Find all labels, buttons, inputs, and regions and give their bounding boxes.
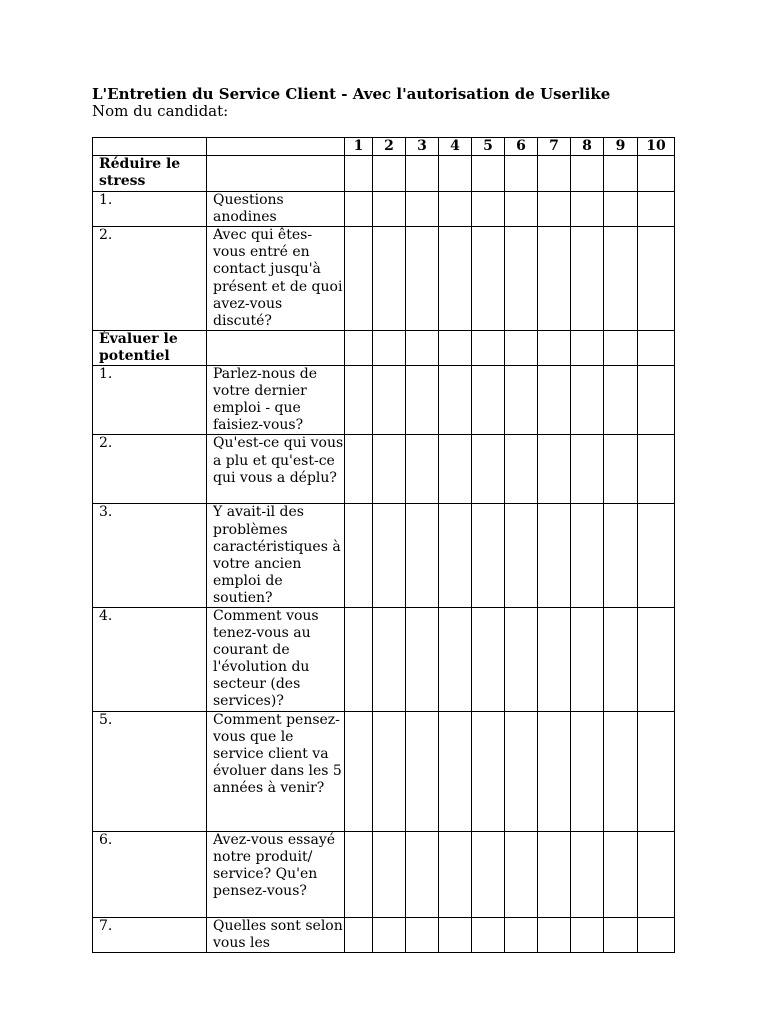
question-number: 1. xyxy=(93,366,207,435)
score-cell-9[interactable] xyxy=(604,227,638,331)
section-title: Évaluer le potentiel xyxy=(93,330,207,365)
score-cell-5[interactable] xyxy=(472,504,505,608)
score-cell-3[interactable] xyxy=(406,330,439,365)
score-cell-1[interactable] xyxy=(345,435,373,504)
score-cell-10[interactable] xyxy=(638,831,675,917)
score-cell-1[interactable] xyxy=(345,366,373,435)
score-cell-5[interactable] xyxy=(472,156,505,192)
question-text: Qu'est-ce qui vous a plu et qu'est-ce qui vous a déplu? xyxy=(207,435,345,504)
question-text: Quelles sont selon vous les xyxy=(207,917,345,952)
score-cell-3[interactable] xyxy=(406,227,439,331)
candidate-name-label: Nom du candidat: xyxy=(92,102,229,120)
section-row xyxy=(93,330,675,365)
scale-header: 10 xyxy=(638,138,675,156)
score-cell-4[interactable] xyxy=(439,607,472,711)
question-number: 2. xyxy=(93,227,207,331)
score-cell-2[interactable] xyxy=(373,607,406,711)
section-title: Réduire le stress xyxy=(93,156,207,192)
score-cell-2[interactable] xyxy=(373,330,406,365)
question-text xyxy=(207,156,345,192)
score-cell-10[interactable] xyxy=(638,156,675,192)
score-cell-8[interactable] xyxy=(571,192,604,227)
score-cell-6[interactable] xyxy=(505,156,538,192)
score-cell-1[interactable] xyxy=(345,504,373,608)
scale-header: 2 xyxy=(373,138,406,156)
score-cell-2[interactable] xyxy=(373,366,406,435)
question-row xyxy=(93,711,675,831)
score-cell-4[interactable] xyxy=(439,366,472,435)
document-title: L'Entretien du Service Client - Avec l'autorisation de Userlike xyxy=(92,85,611,103)
score-cell-2[interactable] xyxy=(373,504,406,608)
score-cell-5[interactable] xyxy=(472,330,505,365)
score-cell-9[interactable] xyxy=(604,435,638,504)
score-cell-1[interactable] xyxy=(345,607,373,711)
score-cell-2[interactable] xyxy=(373,156,406,192)
score-cell-7[interactable] xyxy=(538,156,571,192)
score-cell-2[interactable] xyxy=(373,227,406,331)
score-cell-4[interactable] xyxy=(439,156,472,192)
score-cell-7[interactable] xyxy=(538,192,571,227)
score-cell-10[interactable] xyxy=(638,607,675,711)
score-cell-5[interactable] xyxy=(472,917,505,952)
score-cell-4[interactable] xyxy=(439,192,472,227)
score-cell-6[interactable] xyxy=(505,227,538,331)
score-cell-8[interactable] xyxy=(571,330,604,365)
question-row xyxy=(93,831,675,917)
question-text: Avec qui êtes-vous entré en contact jusqu'à présent et de quoi avez-vous discuté? xyxy=(207,227,345,331)
score-cell-6[interactable] xyxy=(505,711,538,831)
score-cell-10[interactable] xyxy=(638,435,675,504)
score-cell-2[interactable] xyxy=(373,711,406,831)
score-cell-3[interactable] xyxy=(406,435,439,504)
score-cell-5[interactable] xyxy=(472,831,505,917)
question-text: Comment pensez-vous que le service client va évoluer dans les 5 années à venir? xyxy=(207,711,345,831)
score-cell-10[interactable] xyxy=(638,711,675,831)
score-cell-10[interactable] xyxy=(638,917,675,952)
question-text xyxy=(207,330,345,365)
score-cell-8[interactable] xyxy=(571,504,604,608)
score-cell-10[interactable] xyxy=(638,227,675,331)
score-cell-4[interactable] xyxy=(439,831,472,917)
score-cell-3[interactable] xyxy=(406,504,439,608)
score-cell-10[interactable] xyxy=(638,504,675,608)
score-cell-8[interactable] xyxy=(571,227,604,331)
score-cell-3[interactable] xyxy=(406,831,439,917)
question-number: 5. xyxy=(93,711,207,831)
score-cell-5[interactable] xyxy=(472,192,505,227)
score-cell-6[interactable] xyxy=(505,607,538,711)
score-cell-7[interactable] xyxy=(538,607,571,711)
scale-header: 3 xyxy=(406,138,439,156)
score-cell-1[interactable] xyxy=(345,156,373,192)
scale-header: 1 xyxy=(345,138,373,156)
score-cell-10[interactable] xyxy=(638,330,675,365)
score-cell-5[interactable] xyxy=(472,435,505,504)
score-cell-7[interactable] xyxy=(538,366,571,435)
scale-header: 8 xyxy=(571,138,604,156)
score-cell-3[interactable] xyxy=(406,917,439,952)
header-question-cell xyxy=(207,138,345,156)
score-cell-8[interactable] xyxy=(571,435,604,504)
score-cell-7[interactable] xyxy=(538,435,571,504)
question-text: Y avait-il des problèmes caractéristiques à votre ancien emploi de soutien? xyxy=(207,504,345,608)
score-cell-1[interactable] xyxy=(345,917,373,952)
score-cell-8[interactable] xyxy=(571,366,604,435)
score-cell-8[interactable] xyxy=(571,156,604,192)
score-cell-2[interactable] xyxy=(373,192,406,227)
score-cell-7[interactable] xyxy=(538,917,571,952)
scale-header: 7 xyxy=(538,138,571,156)
score-cell-4[interactable] xyxy=(439,917,472,952)
score-cell-9[interactable] xyxy=(604,831,638,917)
score-cell-2[interactable] xyxy=(373,435,406,504)
score-cell-4[interactable] xyxy=(439,435,472,504)
score-cell-3[interactable] xyxy=(406,711,439,831)
scale-header: 6 xyxy=(505,138,538,156)
scale-header: 9 xyxy=(604,138,638,156)
question-number: 1. xyxy=(93,192,207,227)
question-text: Avez-vous essayé notre produit/ service? Qu'en pensez-vous? xyxy=(207,831,345,917)
score-cell-7[interactable] xyxy=(538,330,571,365)
score-cell-5[interactable] xyxy=(472,366,505,435)
question-row xyxy=(93,607,675,711)
score-cell-2[interactable] xyxy=(373,831,406,917)
score-cell-1[interactable] xyxy=(345,192,373,227)
table-header-row xyxy=(93,138,675,156)
question-text: Questions anodines xyxy=(207,192,345,227)
score-cell-6[interactable] xyxy=(505,192,538,227)
score-cell-9[interactable] xyxy=(604,192,638,227)
score-cell-9[interactable] xyxy=(604,504,638,608)
score-cell-2[interactable] xyxy=(373,917,406,952)
score-cell-3[interactable] xyxy=(406,192,439,227)
table-body xyxy=(93,138,675,953)
score-cell-8[interactable] xyxy=(571,917,604,952)
question-number: 6. xyxy=(93,831,207,917)
section-row xyxy=(93,156,675,192)
score-cell-7[interactable] xyxy=(538,227,571,331)
score-cell-6[interactable] xyxy=(505,831,538,917)
question-text: Parlez-nous de votre dernier emploi - que faisiez-vous? xyxy=(207,366,345,435)
question-row xyxy=(93,917,675,952)
score-cell-10[interactable] xyxy=(638,366,675,435)
question-number: 3. xyxy=(93,504,207,608)
score-cell-8[interactable] xyxy=(571,831,604,917)
score-cell-6[interactable] xyxy=(505,917,538,952)
score-cell-7[interactable] xyxy=(538,711,571,831)
score-cell-4[interactable] xyxy=(439,504,472,608)
question-number: 4. xyxy=(93,607,207,711)
score-cell-9[interactable] xyxy=(604,607,638,711)
score-cell-4[interactable] xyxy=(439,227,472,331)
score-cell-1[interactable] xyxy=(345,831,373,917)
score-cell-3[interactable] xyxy=(406,607,439,711)
score-cell-6[interactable] xyxy=(505,504,538,608)
question-row xyxy=(93,227,675,331)
question-row xyxy=(93,435,675,504)
score-cell-8[interactable] xyxy=(571,607,604,711)
score-cell-9[interactable] xyxy=(604,156,638,192)
score-cell-9[interactable] xyxy=(604,711,638,831)
score-cell-10[interactable] xyxy=(638,192,675,227)
question-number: 2. xyxy=(93,435,207,504)
score-cell-7[interactable] xyxy=(538,504,571,608)
score-cell-6[interactable] xyxy=(505,330,538,365)
score-cell-9[interactable] xyxy=(604,330,638,365)
score-cell-6[interactable] xyxy=(505,435,538,504)
question-row xyxy=(93,192,675,227)
score-cell-3[interactable] xyxy=(406,366,439,435)
score-cell-7[interactable] xyxy=(538,831,571,917)
score-cell-1[interactable] xyxy=(345,330,373,365)
header-label-cell xyxy=(93,138,207,156)
score-cell-3[interactable] xyxy=(406,156,439,192)
question-text: Comment vous tenez-vous au courant de l'évolution du secteur (des services)? xyxy=(207,607,345,711)
score-cell-9[interactable] xyxy=(604,917,638,952)
score-cell-1[interactable] xyxy=(345,711,373,831)
score-cell-1[interactable] xyxy=(345,227,373,331)
score-cell-4[interactable] xyxy=(439,711,472,831)
score-cell-6[interactable] xyxy=(505,366,538,435)
question-row xyxy=(93,504,675,608)
score-cell-5[interactable] xyxy=(472,227,505,331)
scale-header: 4 xyxy=(439,138,472,156)
question-row xyxy=(93,366,675,435)
score-cell-4[interactable] xyxy=(439,330,472,365)
question-number: 7. xyxy=(93,917,207,952)
interview-rating-table xyxy=(92,137,675,953)
score-cell-9[interactable] xyxy=(604,366,638,435)
score-cell-5[interactable] xyxy=(472,607,505,711)
score-cell-5[interactable] xyxy=(472,711,505,831)
scale-header: 5 xyxy=(472,138,505,156)
score-cell-8[interactable] xyxy=(571,711,604,831)
